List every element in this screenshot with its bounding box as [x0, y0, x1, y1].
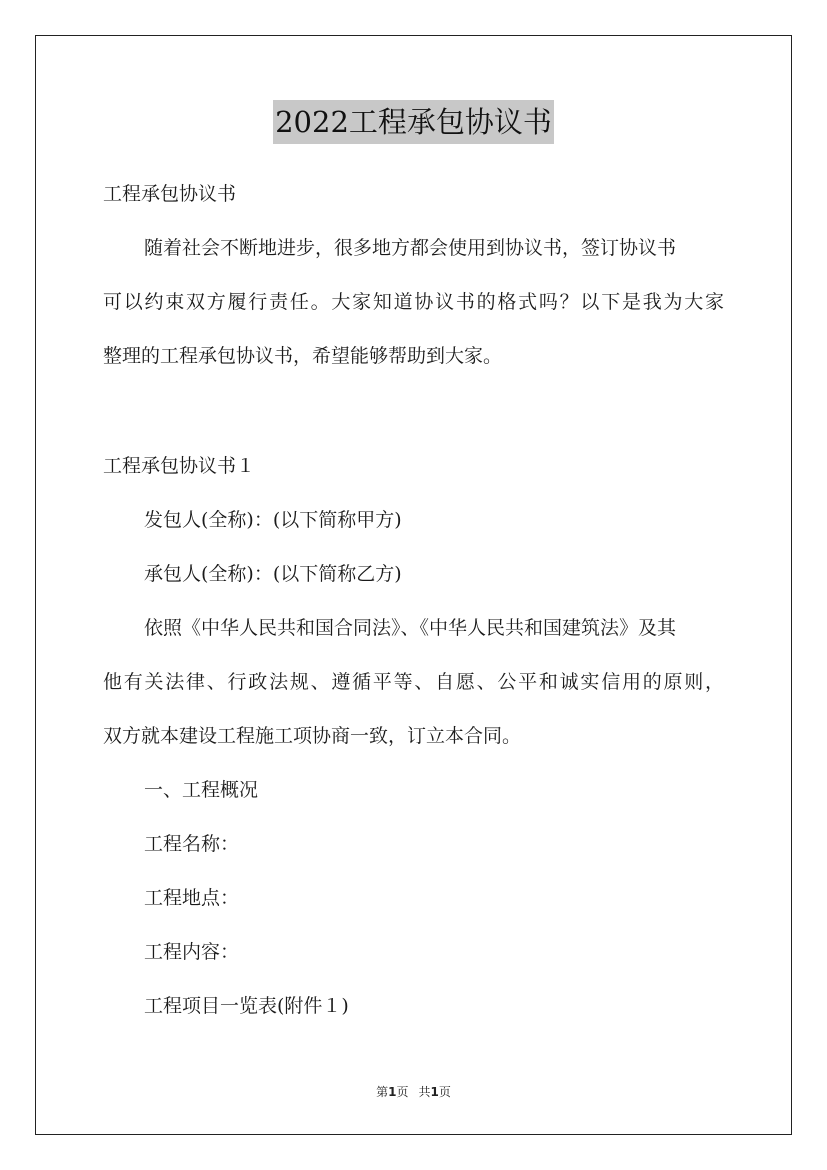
section-heading: 工程承包协议书１ — [103, 455, 256, 477]
footer-total-suffix: 页 — [438, 1085, 451, 1099]
footer-page-suffix: 页 — [396, 1085, 409, 1099]
intro-line-1: 随着社会不断地进步，很多地方都会使用到协议书，签订协议书 — [144, 237, 677, 259]
project-location-line: 工程地点： — [144, 887, 240, 909]
project-content-line: 工程内容： — [144, 941, 240, 963]
footer-page-prefix: 第 — [376, 1085, 389, 1099]
intro-line-2: 可以约束双方履行责任。大家知道协议书的格式吗？以下是我为大家 — [103, 291, 724, 313]
footer-total-number: 1 — [430, 1085, 439, 1099]
project-name-line: 工程名称： — [144, 833, 240, 855]
basis-line-1: 依照《中华人民共和国合同法》、《中华人民共和国建筑法》及其 — [144, 617, 677, 639]
part-one-heading: 一、工程概况 — [144, 779, 259, 801]
page-footer — [0, 1084, 827, 1100]
footer-total-prefix: 共 — [418, 1085, 431, 1099]
document-title: 2022工程承包协议书 — [273, 100, 554, 144]
basis-line-3: 双方就本建设工程施工项协商一致，订立本合同。 — [103, 725, 522, 747]
title-container — [0, 100, 827, 144]
footer-page-number: 1 — [388, 1085, 397, 1099]
project-list-line: 工程项目一览表(附件１) — [144, 995, 349, 1017]
basis-line-2: 他有关法律、行政法规、遵循平等、自愿、公平和诚实信用的原则， — [103, 671, 724, 693]
contractor-line: 承包人(全称)：(以下简称乙方) — [144, 563, 402, 585]
employer-line: 发包人(全称)：(以下简称甲方) — [144, 509, 402, 531]
document-subtitle: 工程承包协议书 — [103, 183, 237, 205]
intro-line-3: 整理的工程承包协议书，希望能够帮助到大家。 — [103, 345, 503, 367]
